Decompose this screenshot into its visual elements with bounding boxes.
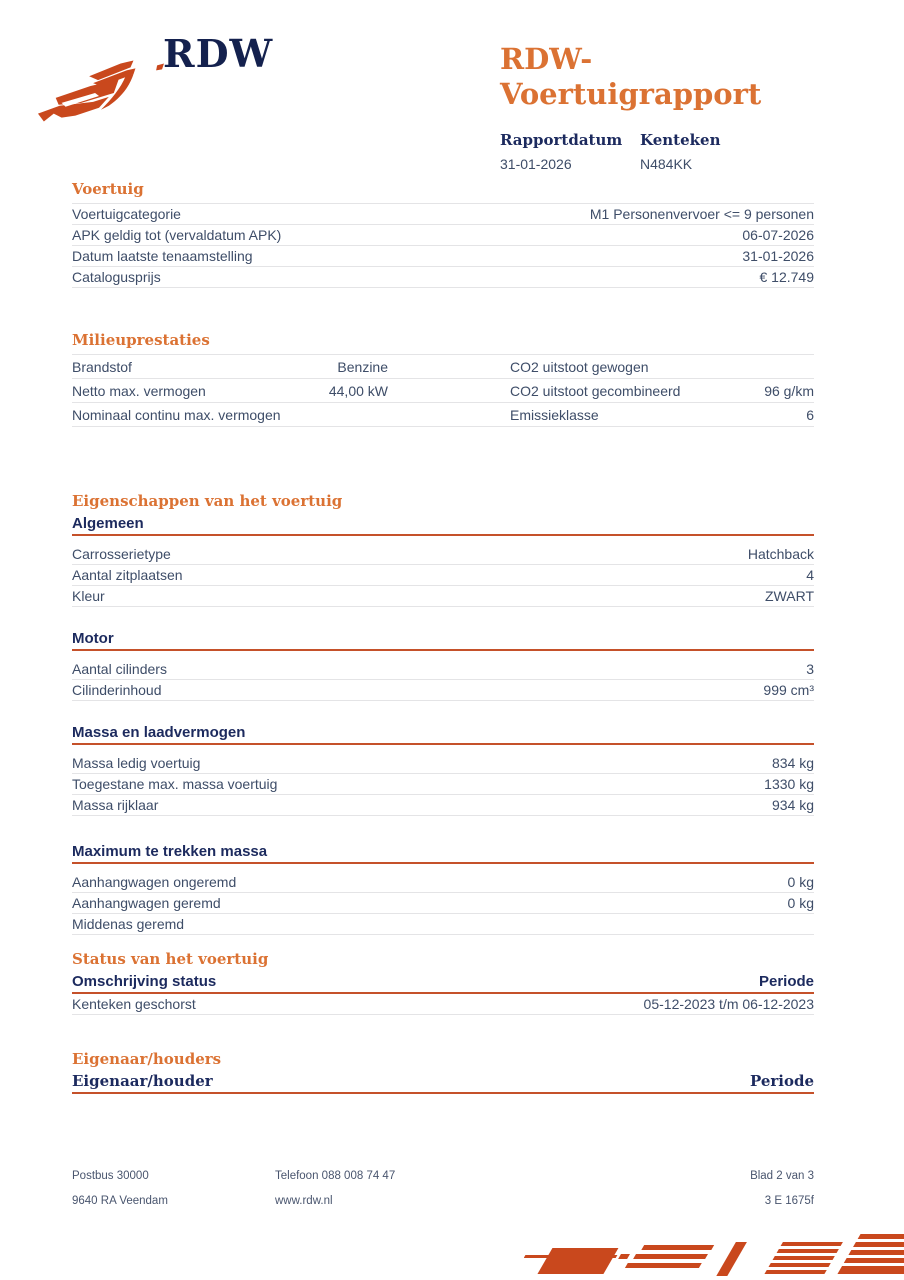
row-value: 3 bbox=[806, 661, 814, 677]
status-col2-label: Periode bbox=[758, 973, 814, 990]
section-title-milieuprestaties: Milieuprestaties bbox=[72, 331, 210, 349]
row-value: 1330 kg bbox=[764, 776, 814, 792]
motor-table bbox=[72, 659, 814, 701]
speed-stripes-graphic bbox=[524, 1228, 904, 1276]
subsection-motor bbox=[72, 631, 814, 701]
section-milieuprestaties bbox=[72, 333, 814, 427]
row-value: Hatchback bbox=[747, 546, 814, 562]
section-title-eigenschappen: Eigenschappen van het voertuig bbox=[72, 492, 343, 510]
row-value: 6 bbox=[806, 406, 814, 423]
row-value: 06-07-2026 bbox=[742, 227, 814, 243]
table-row bbox=[72, 659, 814, 680]
table-row bbox=[72, 565, 814, 586]
table-row bbox=[72, 586, 814, 607]
status-table bbox=[72, 994, 814, 1015]
section-eigenaar bbox=[72, 1052, 814, 1094]
row-value: 05-12-2023 t/m 06-12-2023 bbox=[643, 996, 814, 1012]
footer-address-line1: Postbus 30000 bbox=[72, 1170, 149, 1182]
row-label: Carrosserietype bbox=[72, 546, 171, 562]
table-row bbox=[72, 204, 814, 225]
row-label: CO2 uitstoot gecombineerd bbox=[510, 382, 681, 399]
section-title-voertuig: Voertuig bbox=[72, 180, 144, 198]
row-label: Voertuigcategorie bbox=[72, 206, 181, 222]
row-value: M1 Personenvervoer <= 9 personen bbox=[589, 206, 814, 222]
section-title-status: Status van het voertuig bbox=[72, 950, 269, 968]
license-plate-value: N484KK bbox=[640, 156, 693, 172]
row-value: 0 kg bbox=[787, 895, 814, 911]
footer-page-number: Blad 2 van 3 bbox=[750, 1170, 814, 1182]
row-label: Massa ledig voertuig bbox=[72, 755, 201, 771]
status-col1-label: Omschrijving status bbox=[72, 973, 217, 990]
page-title: RDW-Voertuigrapport bbox=[500, 42, 762, 111]
table-row bbox=[72, 544, 814, 565]
row-value: 934 kg bbox=[771, 797, 814, 813]
table-row bbox=[72, 753, 814, 774]
section-title-eigenaar: Eigenaar/houders bbox=[72, 1050, 222, 1068]
row-value: 834 kg bbox=[771, 755, 814, 771]
row-label: Catalogusprijs bbox=[72, 269, 161, 285]
row-label: Toegestane max. massa voertuig bbox=[72, 776, 278, 792]
subsection-title-trekken-massa bbox=[72, 844, 814, 864]
algemeen-table bbox=[72, 544, 814, 607]
table-row bbox=[72, 379, 814, 403]
table-row bbox=[72, 355, 814, 379]
table-row bbox=[72, 914, 814, 935]
subsection-title-label: Massa en laadvermogen bbox=[72, 724, 246, 741]
table-row bbox=[72, 872, 814, 893]
row-label: Datum laatste tenaamstelling bbox=[72, 248, 253, 264]
table-row bbox=[72, 774, 814, 795]
footer-contact bbox=[275, 1164, 750, 1214]
row-label: Brandstof bbox=[72, 358, 132, 375]
row-value: 999 cm³ bbox=[763, 682, 814, 698]
table-row bbox=[72, 403, 814, 427]
row-value: 4 bbox=[806, 567, 814, 583]
row-value: Benzine bbox=[337, 358, 388, 375]
status-column-header bbox=[72, 974, 814, 994]
page-footer bbox=[72, 1164, 814, 1214]
table-row bbox=[72, 680, 814, 701]
row-label: Aantal zitplaatsen bbox=[72, 567, 183, 583]
table-row bbox=[72, 225, 814, 246]
report-date-value: 31-01-2026 bbox=[500, 156, 572, 172]
footer-phone: Telefoon 088 008 74 47 bbox=[275, 1170, 396, 1182]
subsection-trekken-massa bbox=[72, 844, 814, 935]
footer-address-line2: 9640 RA Veendam bbox=[72, 1195, 168, 1207]
subsection-title-label: Maximum te trekken massa bbox=[72, 843, 268, 860]
row-label: Cilinderinhoud bbox=[72, 682, 162, 698]
row-label: Middenas geremd bbox=[72, 916, 185, 932]
row-label: Netto max. vermogen bbox=[72, 382, 206, 399]
milieu-table bbox=[72, 354, 814, 427]
footer-doc-code: 3 E 1675f bbox=[764, 1195, 814, 1207]
row-label: Aanhangwagen geremd bbox=[72, 895, 221, 911]
table-row bbox=[72, 994, 814, 1015]
eigenaar-col1-label: Eigenaar/houder bbox=[72, 1072, 213, 1090]
table-row bbox=[72, 267, 814, 288]
rdw-wordmark: RDW bbox=[163, 31, 274, 76]
row-label: CO2 uitstoot gewogen bbox=[510, 358, 649, 375]
table-row bbox=[72, 893, 814, 914]
row-label: Emissieklasse bbox=[510, 406, 599, 423]
row-label: Aanhangwagen ongeremd bbox=[72, 874, 237, 890]
row-label: APK geldig tot (vervaldatum APK) bbox=[72, 227, 282, 243]
table-row bbox=[72, 795, 814, 816]
row-label: Massa rijklaar bbox=[72, 797, 159, 813]
report-body bbox=[72, 0, 814, 1094]
row-value: € 12.749 bbox=[759, 269, 814, 285]
footer-page-info bbox=[750, 1164, 814, 1214]
subsection-massa bbox=[72, 725, 814, 816]
row-value: 96 g/km bbox=[764, 382, 814, 399]
subsection-title-massa bbox=[72, 725, 814, 745]
row-value: 31-01-2026 bbox=[742, 248, 814, 264]
row-label: Kleur bbox=[72, 588, 105, 604]
subsection-title-label: Motor bbox=[72, 630, 114, 647]
section-voertuig bbox=[72, 182, 814, 288]
voertuig-table bbox=[72, 203, 814, 288]
license-plate-label: Kenteken bbox=[640, 131, 721, 149]
table-row bbox=[72, 246, 814, 267]
row-value: ZWART bbox=[765, 588, 814, 604]
eigenaar-column-header bbox=[72, 1074, 814, 1094]
row-label: Aantal cilinders bbox=[72, 661, 167, 677]
row-value: 0 kg bbox=[787, 874, 814, 890]
row-label: Nominaal continu max. vermogen bbox=[72, 406, 281, 423]
subsection-title-algemeen bbox=[72, 516, 814, 536]
eigenaar-col2-label: Periode bbox=[749, 1072, 814, 1090]
section-eigenschappen bbox=[72, 494, 814, 935]
row-value: 44,00 kW bbox=[328, 382, 388, 399]
subsection-algemeen bbox=[72, 516, 814, 607]
footer-address bbox=[72, 1164, 275, 1214]
footer-website: www.rdw.nl bbox=[275, 1195, 333, 1207]
report-date-label: Rapportdatum bbox=[500, 131, 623, 149]
subsection-title-motor bbox=[72, 631, 814, 651]
massa-table bbox=[72, 753, 814, 816]
subsection-title-label: Algemeen bbox=[72, 515, 144, 532]
section-status bbox=[72, 952, 814, 1015]
row-label: Kenteken geschorst bbox=[72, 996, 196, 1012]
trekken-massa-table bbox=[72, 872, 814, 935]
